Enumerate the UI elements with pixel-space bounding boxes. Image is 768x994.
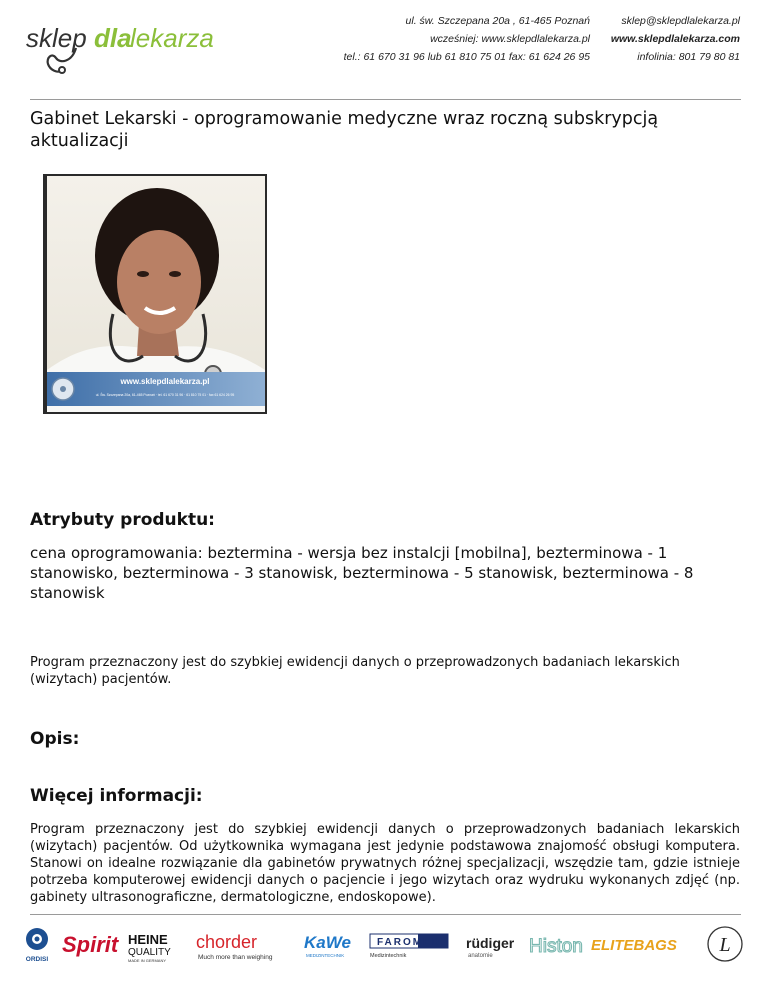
logo-text-dla: dla <box>94 23 132 53</box>
heine-made-text: MADE IN GERMANY <box>128 958 167 963</box>
faromed-text: FAROMED <box>377 937 441 948</box>
attributes-heading: Atrybuty produktu: <box>30 510 215 530</box>
description-heading: Opis: <box>30 729 80 749</box>
faromed-sub-text: Medizintechnik <box>370 953 407 959</box>
more-info-heading: Więcej informacji: <box>30 786 203 806</box>
faromed-logo[interactable] <box>370 934 448 959</box>
previous-url-line[interactable]: wcześniej: www.sklepdlalekarza.pl <box>430 33 590 45</box>
chorder-tagline: Much more than weighing <box>198 954 273 961</box>
rudiger-text: rüdiger <box>466 935 515 951</box>
kawe-text: KaWe <box>304 933 351 952</box>
header-divider <box>30 99 741 100</box>
attributes-text: cena oprogramowania: beztermina - wersja bez instalcji [mobilna], bezterminowa - 1 stanowisko, bezterminowa - 3 stanowisk, bezterminowa - 5 stanowisk, bezterminowa - 8 stanowisk <box>30 544 694 602</box>
email-link[interactable]: sklep@sklepdlalekarza.pl <box>621 15 740 27</box>
kawe-logo[interactable] <box>304 933 351 958</box>
footer-divider <box>30 914 741 915</box>
heine-logo[interactable] <box>128 932 171 963</box>
phones-line: tel.: 61 670 31 96 lub 61 810 75 01 fax: 61 624 26 95 <box>343 51 590 63</box>
spirit-logo[interactable] <box>62 932 120 957</box>
more-info-text: Program przeznaczony jest do szybkiej ewidencji danych o przeprowadzonych badaniach lekarskich (wizytach) pacjentów. Od użytkownika wymagana jest jedynie podstawowa znajomość obsługi komputera. Stanowi on idealne rozwiązanie dla gabinetów prywatnych różnej specjalizacji, wszędzie tam, gdzie istnieje potrzeba komputerowej ewidencji danych o pacjencie i jego wizytach oraz wydruku wykonanych zdjęć (np. gabinety ultrasonograficzne, dermatologiczne, endoskopowe). <box>30 822 740 905</box>
rudiger-logo[interactable] <box>466 935 515 959</box>
product-title: Gabinet Lekarski - oprogramowanie medyczne wraz roczną subskrypcją aktualizacji <box>30 109 659 151</box>
ordisi-text: ORDISI <box>25 956 49 963</box>
contact-block-address <box>344 12 590 66</box>
littmann-logo[interactable] <box>708 927 742 961</box>
box-fine-print: ul. Św. Szczepana 20a, 61-465 Poznań · tel. 61 670 31 96 · 61 810 75 01 · fax 61 624 26 95 <box>95 393 235 397</box>
histon-text: Histon <box>529 936 583 957</box>
heine-quality-text: QUALITY <box>128 947 171 958</box>
website-link[interactable]: www.sklepdlalekarza.com <box>610 33 740 45</box>
chorder-logo[interactable] <box>196 932 273 961</box>
chorder-text: chorder <box>196 932 258 952</box>
logo-text-lekarza: lekarza <box>130 23 214 53</box>
spirit-text: Spirit <box>62 932 119 957</box>
elitebags-logo[interactable] <box>591 937 677 954</box>
kawe-sub-text: MEDIZINTECHNIK <box>306 953 345 958</box>
product-box-image[interactable] <box>43 174 267 414</box>
address-line: ul. św. Szczepana 20a , 61-465 Poznań <box>405 15 590 27</box>
logo-text-sklep: sklep <box>26 23 87 53</box>
heine-text: HEINE <box>128 932 168 947</box>
box-website-text: www.sklepdlalekarza.pl <box>120 377 210 386</box>
page-header <box>0 0 768 98</box>
infoline: infolinia: 801 79 80 81 <box>637 51 740 63</box>
brand-logos-bar <box>0 924 768 974</box>
ordisi-logo[interactable] <box>26 928 49 963</box>
shop-logo[interactable] <box>26 18 214 82</box>
product-summary: Program przeznaczony jest do szybkiej ewidencji danych o przeprowadzonych badaniach lekarskich (wizytach) pacjentów. <box>30 655 680 687</box>
histon-logo[interactable] <box>529 936 583 957</box>
contact-block-online <box>611 12 740 66</box>
littmann-letter: L <box>719 934 731 956</box>
elitebags-text: ELITEBAGS <box>591 937 677 954</box>
rudiger-sub-text: anatomie <box>468 953 493 959</box>
